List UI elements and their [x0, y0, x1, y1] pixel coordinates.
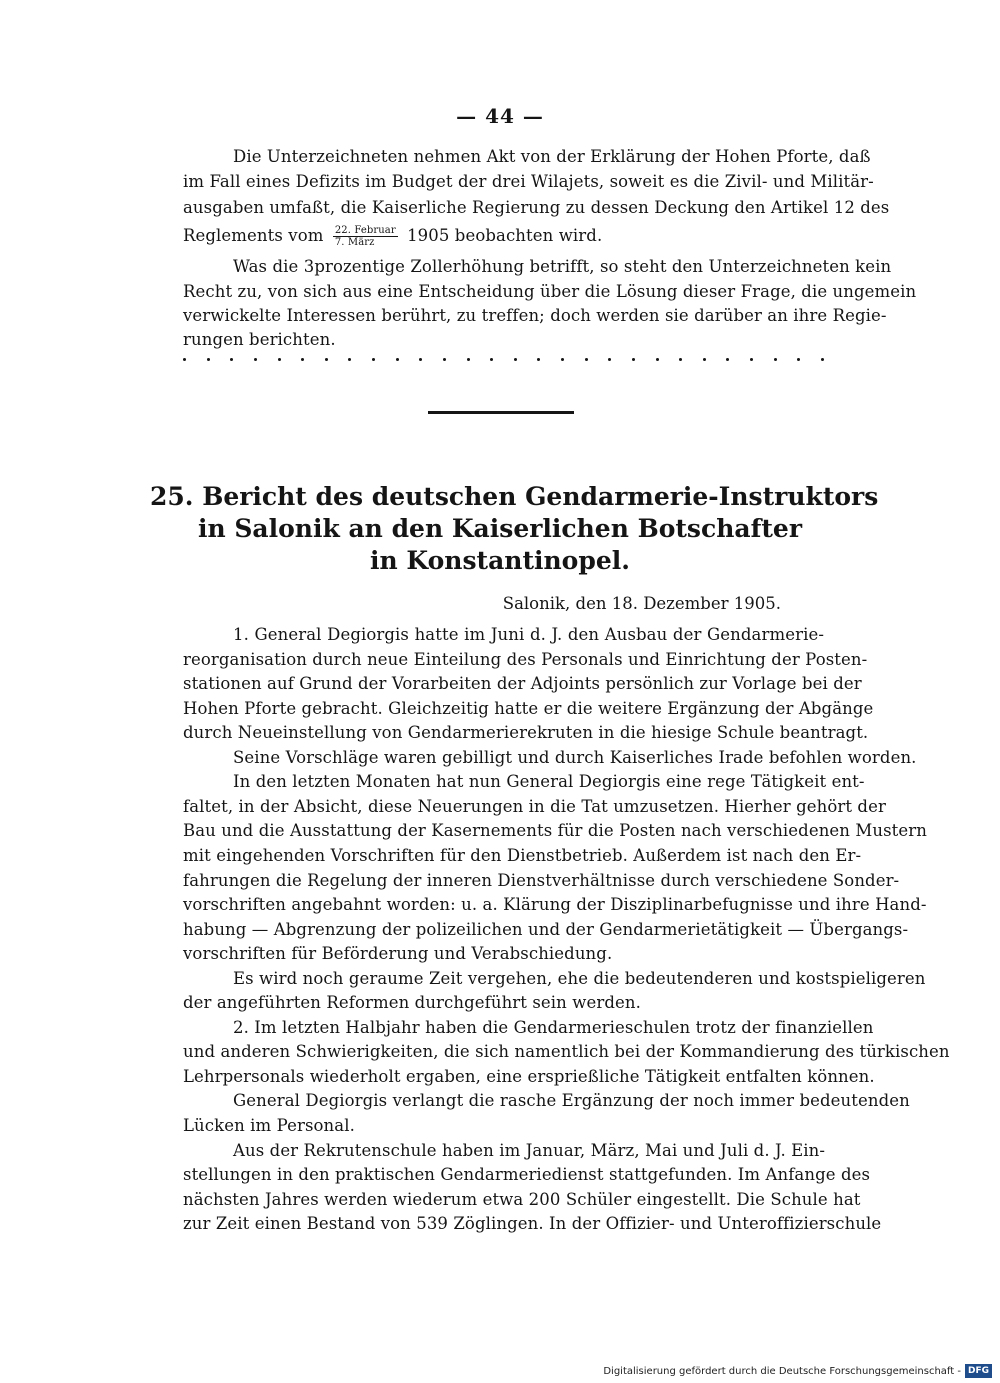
ellipsis-dot — [750, 358, 753, 361]
text-line: Die Unterzeichneten nehmen Akt von der Erklärung der Hohen Pforte, daß — [233, 147, 871, 166]
ellipsis-dot — [490, 358, 493, 361]
text-line: Aus der Rekrutenschule haben im Januar, März, Mai und Juli d. J. Ein- — [233, 1141, 826, 1160]
ellipsis-dot — [278, 358, 281, 361]
text-line: und anderen Schwierigkeiten, die sich namentlich bei der Kommandierung des türkischen — [183, 1042, 950, 1061]
text-line: vorschriften angebahnt worden: u. a. Klärung der Disziplinarbefugnisse und ihre Hand- — [183, 895, 927, 914]
ellipsis-dot — [325, 358, 328, 361]
text-line: im Fall eines Defizits im Budget der drei Wilajets, soweit es die Zivil- und Militär- — [183, 172, 874, 191]
ellipsis-dot — [632, 358, 635, 361]
text-line: Recht zu, von sich aus eine Entscheidung über die Lösung dieser Frage, die ungemein — [183, 282, 917, 301]
dateline: Salonik, den 18. Dezember 1905. — [502, 594, 781, 613]
ellipsis-dot — [207, 358, 210, 361]
text-line-with-fraction — [183, 223, 824, 249]
ellipsis-dot — [608, 358, 611, 361]
ellipsis-dot — [585, 358, 588, 361]
text-line: Lehrpersonals wiederholt ergaben, eine ersprießliche Tätigkeit entfalten können. — [183, 1067, 875, 1086]
text-line: stationen auf Grund der Vorarbeiten der Adjoints persönlich zur Vorlage bei der — [183, 674, 862, 693]
section-heading-line: 25. Bericht des deutschen Gendarmerie-Instruktors — [150, 482, 879, 511]
ellipsis-dot — [183, 358, 186, 361]
text-line: der angeführten Reformen durchgeführt sein werden. — [183, 993, 641, 1012]
text-line: ausgaben umfaßt, die Kaiserliche Regierung zu dessen Deckung den Artikel 12 des — [183, 198, 890, 217]
text-line: Lücken im Personal. — [183, 1116, 355, 1135]
ellipsis-dot — [230, 358, 233, 361]
ellipsis-dot — [774, 358, 777, 361]
ellipsis-dot — [301, 358, 304, 361]
ellipsis-dot — [254, 358, 257, 361]
text-fragment: Reglements vom — [183, 226, 324, 245]
ellipsis-dot-row — [183, 349, 824, 369]
ellipsis-dot — [679, 358, 682, 361]
text-line: durch Neueinstellung von Gendarmerierekruten in die hiesige Schule beantragt. — [183, 723, 869, 742]
text-fragment: 1905 beobachten wird. — [407, 226, 603, 245]
dfg-logo: DFG — [965, 1364, 992, 1378]
text-line: Was die 3prozentige Zollerhöhung betrifft, so steht den Unterzeichneten kein — [233, 257, 892, 276]
ellipsis-dot — [537, 358, 540, 361]
text-line: mit eingehenden Vorschriften für den Dienstbetrieb. Außerdem ist nach den Er- — [183, 846, 862, 865]
section-heading-line: in Konstantinopel. — [370, 546, 630, 575]
text-line: In den letzten Monaten hat nun General Degiorgis eine rege Tätigkeit ent- — [233, 772, 865, 791]
text-line: stellungen in den praktischen Gendarmeriedienst stattgefunden. Im Anfange des — [183, 1165, 871, 1184]
text-line: faltet, in der Absicht, diese Neuerungen in die Tat umzusetzen. Hierher gehört der — [183, 797, 886, 816]
text-line: reorganisation durch neue Einteilung des Personals und Einrichtung der Posten- — [183, 650, 868, 669]
page-number: — 44 — — [456, 104, 544, 128]
text-line: 1. General Degiorgis hatte im Juni d. J. den Ausbau der Gendarmerie- — [233, 625, 824, 644]
text-line: Bau und die Ausstattung der Kasernements für die Posten nach verschiedenen Mustern — [183, 821, 927, 840]
date-fraction — [333, 225, 398, 248]
section-heading-line: in Salonik an den Kaiserlichen Botschafter — [197, 514, 802, 543]
text-line: Seine Vorschläge waren gebilligt und durch Kaiserliches Irade befohlen worden. — [233, 748, 917, 767]
fraction-denominator: 7. März — [334, 237, 375, 248]
text-line: Es wird noch geraume Zeit vergehen, ehe die bedeutenderen und kostspieligeren — [233, 969, 926, 988]
text-line: General Degiorgis verlangt die rasche Ergänzung der noch immer bedeutenden — [233, 1091, 910, 1110]
ellipsis-dot — [797, 358, 800, 361]
ellipsis-dot — [703, 358, 706, 361]
ellipsis-dot — [467, 358, 470, 361]
ellipsis-dot — [443, 358, 446, 361]
ellipsis-dot — [821, 358, 824, 361]
ellipsis-dot — [396, 358, 399, 361]
fraction-numerator: 22. Februar — [334, 225, 396, 236]
text-line: nächsten Jahres werden wiederum etwa 200 Schüler eingestellt. Die Schule hat — [183, 1190, 861, 1209]
text-line: rungen berichten. — [183, 330, 336, 349]
ellipsis-dot — [656, 358, 659, 361]
text-line: Hohen Pforte gebracht. Gleichzeitig hatte er die weitere Ergänzung der Abgänge — [183, 699, 874, 718]
text-line: verwickelte Interessen berührt, zu treffen; doch werden sie darüber an ihre Regie- — [183, 306, 887, 325]
ellipsis-dot — [348, 358, 351, 361]
text-line: fahrungen die Regelung der inneren Dienstverhältnisse durch verschiedene Sonder- — [183, 871, 900, 890]
footer-credit — [603, 1364, 992, 1378]
ellipsis-dot — [419, 358, 422, 361]
ellipsis-dot — [514, 358, 517, 361]
ellipsis-dot — [561, 358, 564, 361]
text-line: vorschriften für Beförderung und Verabschiedung. — [183, 944, 613, 963]
ellipsis-dot — [726, 358, 729, 361]
section-divider — [428, 411, 574, 414]
ellipsis-dot — [372, 358, 375, 361]
text-line: habung — Abgrenzung der polizeilichen und der Gendarmerietätigkeit — Übergangs- — [183, 920, 909, 939]
footer-text: Digitalisierung gefördert durch die Deutsche Forschungsgemeinschaft - — [603, 1365, 961, 1377]
text-line: zur Zeit einen Bestand von 539 Zöglingen. In der Offizier- und Unteroffizierschule — [183, 1214, 882, 1233]
text-line: 2. Im letzten Halbjahr haben die Gendarmerieschulen trotz der finanziellen — [233, 1018, 874, 1037]
